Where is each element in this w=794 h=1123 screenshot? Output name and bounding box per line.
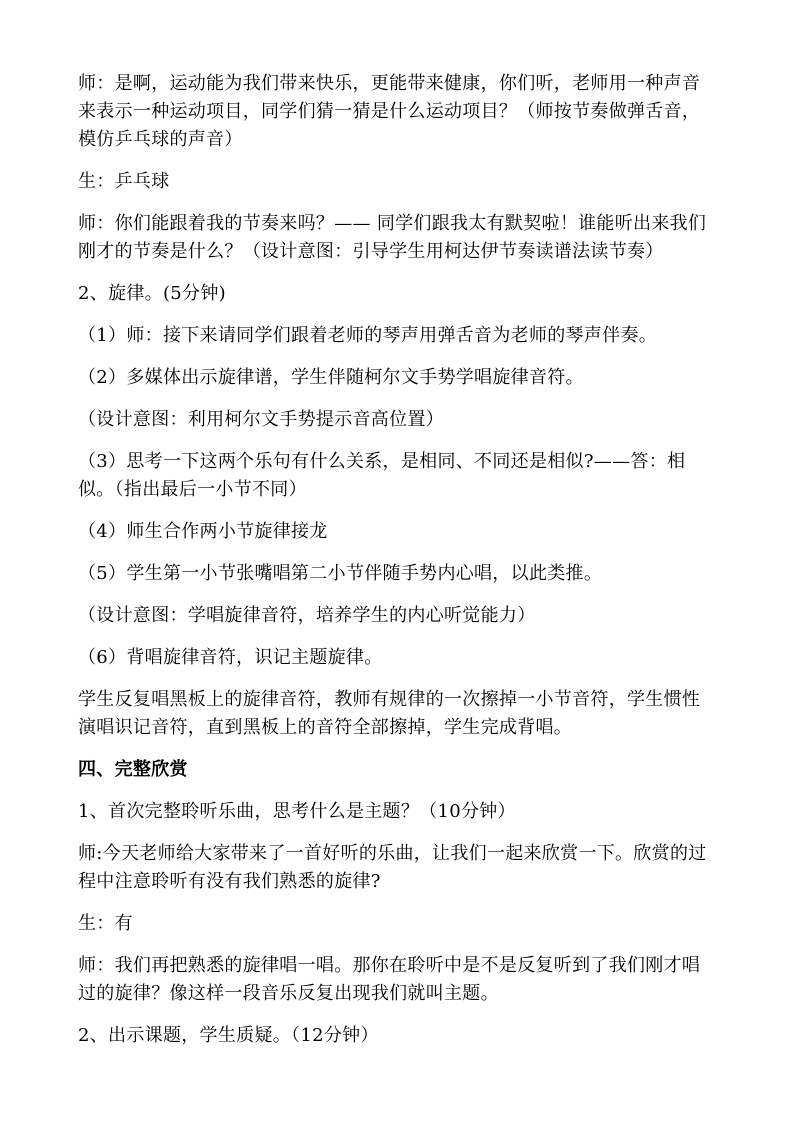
paragraph-step-3: （3）思考一下这两个乐句有什么关系，是相同、不同还是相似?——答：相似。（指出最后一小节不同） (78, 451, 686, 500)
paragraph-step-1: （1）师：接下来请同学们跟着老师的琴声用弹舌音为老师的琴声伴奏。 (78, 325, 658, 346)
section-heading-full-appreciation: 四、完整欣赏 (78, 759, 188, 780)
paragraph-teacher-theme: 师：我们再把熟悉的旋律唱一唱。那你在聆听中是不是反复听到了我们刚才唱过的旋律？像这样一段音乐反复出现我们就叫主题。 (78, 955, 701, 1004)
paragraph-student-pingpong: 生：乒乓球 (78, 171, 170, 192)
paragraph-show-title: 2、出示课题，学生质疑。（12分钟） (78, 1025, 379, 1046)
paragraph-memorize: 学生反复唱黑板上的旋律音符，教师有规律的一次擦掉一小节音符，学生惯性演唱识记音符，直到黑板上的音符全部擦掉，学生完成背唱。 (78, 689, 701, 738)
paragraph-step-2: （2）多媒体出示旋律谱，学生伴随柯尔文手势学唱旋律音符。 (78, 367, 584, 388)
paragraph-design-intent-2: （设计意图：学唱旋律音符，培养学生的内心听觉能力） (78, 605, 536, 626)
paragraph-first-listen: 1、首次完整聆听乐曲，思考什么是主题？（10分钟） (78, 801, 516, 822)
paragraph-teacher-rhythm: 师：你们能跟着我的节奏来吗？—— 同学们跟我太有默契啦！谁能听出来我们刚才的节奏是什么？（设计意图：引导学生用柯达伊节奏读谱法读节奏） (78, 213, 707, 262)
paragraph-step-5: （5）学生第一小节张嘴唱第二小节伴随手势内心唱，以此类推。 (78, 563, 603, 584)
paragraph-teacher-music: 师:今天老师给大家带来了一首好听的乐曲，让我们一起来欣赏一下。欣赏的过程中注意聆听有没有我们熟悉的旋律? (78, 843, 707, 892)
paragraph-teacher-sports: 师：是啊，运动能为我们带来快乐，更能带来健康，你们听，老师用一种声音来表示一种运动项目，同学们猜一猜是什么运动项目？（师按节奏做弹舌音，模仿乒乓球的声音） (78, 73, 701, 150)
paragraph-student-yes: 生：有 (78, 913, 133, 934)
paragraph-melody-title: 2、旋律。(5分钟) (78, 283, 226, 304)
paragraph-step-6: （6）背唱旋律音符，识记主题旋律。 (78, 647, 383, 668)
document-page (78, 70, 718, 1064)
paragraph-design-intent-1: （设计意图：利用柯尔文手势提示音高位置） (78, 409, 444, 430)
paragraph-step-4: （4）师生合作两小节旋律接龙 (78, 521, 328, 542)
